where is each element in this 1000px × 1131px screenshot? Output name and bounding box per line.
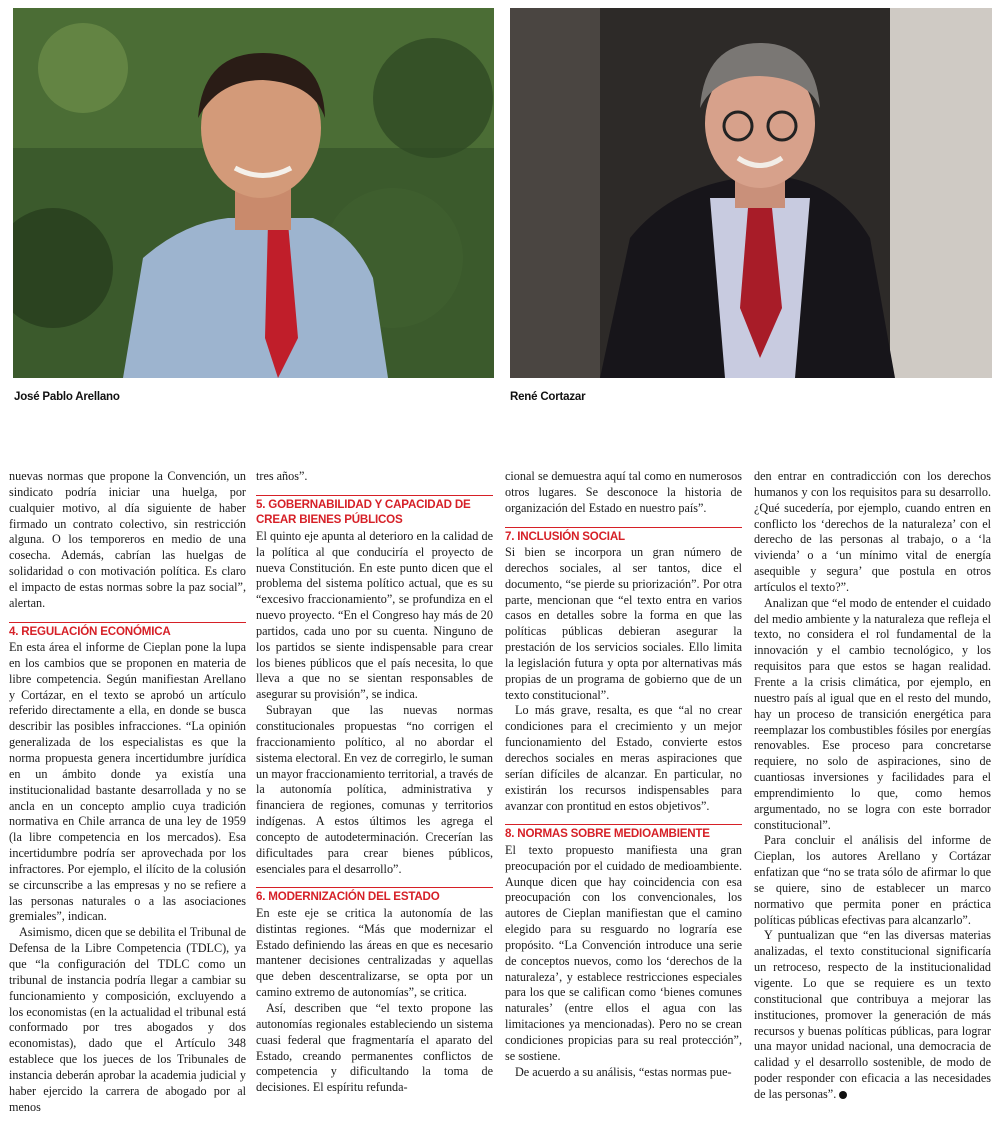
end-mark-icon — [839, 1091, 847, 1099]
paragraph: En esta área el informe de Cieplan pone la lupa en los cambios que se proponen en materia de libre competencia. Según manifiestan Arellano y Cortázar, en el texto se aprobó un artículo referido directamente a ella, en donde se busca describir las posibles infracciones. “La opinión generalizada de los especialistas es que la norma propuesta genera incertidumbre jurídica en un ámbito donde ya existía una institucionalidad bastante desarrollada y no se ancla en un concepto amplio cuya tradición normativa en Chile arranca de una ley de 1959 (la libre competencia en los mercados). Esa incertidumbre podría ser aprovechada por los infractores. Por ejemplo, el ilícito de la colusión se circunscribe a las empresas y no se refiere a las personas naturales o a las asociaciones gremiales”, indican. — [9, 640, 246, 924]
section-heading-5: 5. GOBERNABILIDAD Y CAPACIDAD DE CREAR BIENES PÚBLICOS — [256, 495, 493, 528]
photo-caption-left: José Pablo Arellano — [14, 391, 120, 403]
paragraph: cional se demuestra aquí tal como en numerosos otros lugares. Se desconoce la historia de organización del Estado en nuestro país”. — [505, 469, 742, 515]
paragraph: Analizan que “el modo de entender el cuidado del medio ambiente y la naturaleza que refleja el texto, no considera el rol fundamental de la innovación y el cambio tecnológico, y los requisitos para que estos se hagan realidad. Frente a la crisis climática, por ejemplo, en nuestro país al igual que en el resto del mundo, hay un proceso de transición energética para reemplazar los combustibles fósiles por energías renovables. Ese proceso para concretarse requiere, no solo de aspiraciones, sino de cuantiosas inversiones y facilidades para el emprendimiento lo que, como hemos argumentado, no se logra con este borrador constitucional”. — [754, 595, 991, 832]
paragraph: tres años”. — [256, 469, 308, 483]
photo-rene-cortazar — [510, 8, 992, 378]
section-heading-7: 7. INCLUSIÓN SOCIAL — [505, 527, 742, 545]
photo-jose-pablo-arellano — [13, 8, 494, 378]
paragraph: den entrar en contradicción con los derechos humanos y con los requisitos para su desarrollo. ¿Qué sucedería, por ejemplo, cuando entren en conflicto los ‘derechos de la naturaleza’ con el derecho de las personas al trabajo, o a ‘la vivienda’ o a ‘un mínimo vital de energía asequible y segura’ que postula en otros artículos el texto?”. — [754, 469, 991, 594]
section-heading-6: 6. MODERNIZACIÓN DEL ESTADO — [256, 887, 493, 905]
article-column-2 — [256, 469, 493, 1096]
paragraph: De acuerdo a su análisis, “estas normas pue- — [515, 1064, 732, 1079]
article-column-4 — [754, 469, 991, 1103]
paragraph: Para concluir el análisis del informe de Cieplan, los autores Arellano y Cortázar enfatizan que “no se trata sólo de afirmar lo que se quiere, sino de establecer un marco normativo que permita poner en práctica políticas públicas efectivas para alcanzarlo”. — [754, 833, 991, 927]
paragraph: nuevas normas que propone la Convención, un sindicato podría iniciar una huelga, por cualquier motivo, al día siguiente de haber firmado un contrato colectivo, sin restricción alguna. O los temporeros en medio de una cosecha. Además, cabrían las huelgas de solidaridad o con motivación política. Es claro el impacto de estas normas sobre la paz social”, alertan. — [9, 469, 246, 610]
paragraph: Asimismo, dicen que se debilita el Tribunal de Defensa de la Libre Competencia (TDLC), ya que “la configuración del TDLC como un tribunal de instancia podría llegar a cambiar su funcionamiento y composición, excluyendo a los economistas (en la actualidad el tribunal está conformado por tres abogados y dos economistas), dado que el Artículo 348 establece que los jueces de los Tribunales de instancia deberán aprobar la academia judicial y haber ejercido la carrera de abogado por al menos — [9, 925, 246, 1114]
paragraph: Subrayan que las nuevas normas constitucionales propuestas “no corrigen el fraccionamiento político, al no abordar el sistema electoral. En vez de corregirlo, le suman un mayor fraccionamiento territorial, a través de la autonomía política, administrativa y financiera de regiones, comunas y territorios indígenas. A estos últimos les agrega el concepto de autodeterminación. Crecerían las dificultades para crear bienes públicos, esenciales para el desarrollo”. — [256, 703, 493, 876]
paragraph: Lo más grave, resalta, es que “al no crear condiciones para el crecimiento y un mejor funcionamiento del Estado, convierte estos derechos sociales en meras aspiraciones que serían difíciles de alcanzar. En particular, no existirán los recursos indispensables para avanzar con prontitud en estos objetivos”. — [505, 703, 742, 813]
paragraph-final-text: Y puntualizan que “en las diversas materias analizadas, el texto constitucional significaría un retroceso, respecto de la institucionalidad vigente. Lo que se requiere es un texto constitucional que contribuya a mejorar las instituciones, promover la generación de más recursos y buenas políticas públicas, para lograr una mayor unidad nacional, una democracia de calidad y el desarrollo sostenible, de modo de poder responder con eficacia a las necesidades de las personas”. — [754, 928, 991, 1101]
paragraph: El quinto eje apunta al deterioro en la calidad de la política al que conduciría el proyecto de nueva Constitución. En este punto dicen que el problema del sistema político actual, que es su “excesivo fraccionamiento”, se profundiza en el nuevo proyecto. “En el Congreso hay más de 20 partidos, cada uno por su cuenta. Ninguno de los partidos se siente indispensable para crear los bienes públicos que el país necesita, lo que lleva a que no se sientan responsables de asegurar su provisión”, se indica. — [256, 528, 493, 702]
paragraph: En este eje se critica la autonomía de las distintas regiones. “Más que modernizar el Estado definiendo las áreas en que es necesario mantener decisiones centralizadas y aquellas que deben descentralizarse, se opta por un camino extremo de autonomías”, se critica. — [256, 905, 493, 1000]
paragraph: Si bien se incorpora un gran número de derechos sociales, al ser tantos, dice el documento, “se pierde su priorización”. Por otra parte, mencionan que “el texto entra en varios casos en detalles sobre la forma en que las políticas públicas debieran asegurar la prestación de los servicios sociales. Ello limita la legislación futura y opta por alternativas más propias de un programa de gobierno que de un texto constitucional”. — [505, 545, 742, 702]
section-heading-8: 8. NORMAS SOBRE MEDIOAMBIENTE — [505, 824, 742, 842]
section-heading-4: 4. REGULACIÓN ECONÓMICA — [9, 622, 246, 640]
paragraph: Así, describen que “el texto propone las autonomías regionales estableciendo un sistema cuasi federal que fragmentaría el aparato del Estado, creando permanentes conflictos de competencia y dificultando la toma de decisiones. El espíritu refunda- — [256, 1000, 493, 1095]
paragraph: El texto propuesto manifiesta una gran preocupación por el cuidado de medioambiente. Aunque dicen que hay coincidencia con esa preocupación con los convencionales, los autores de Cieplan manifiestan que el camino elegido para su resguardo no lograría ese propósito. “La Convención introduce una serie de conceptos nuevos, como los ‘derechos de la naturaleza’, y establece restricciones especiales para los que se califican como ‘bienes comunes naturales’ (entre ellos el agua con las limitaciones ya mencionadas). Pero no se crean condiciones propicias para su real protección”, se sostiene. — [505, 842, 742, 1063]
photo-caption-right: René Cortazar — [510, 391, 586, 403]
article-column-3 — [505, 469, 742, 1081]
article-column-1 — [9, 469, 246, 1115]
paragraph-final — [754, 928, 991, 1102]
